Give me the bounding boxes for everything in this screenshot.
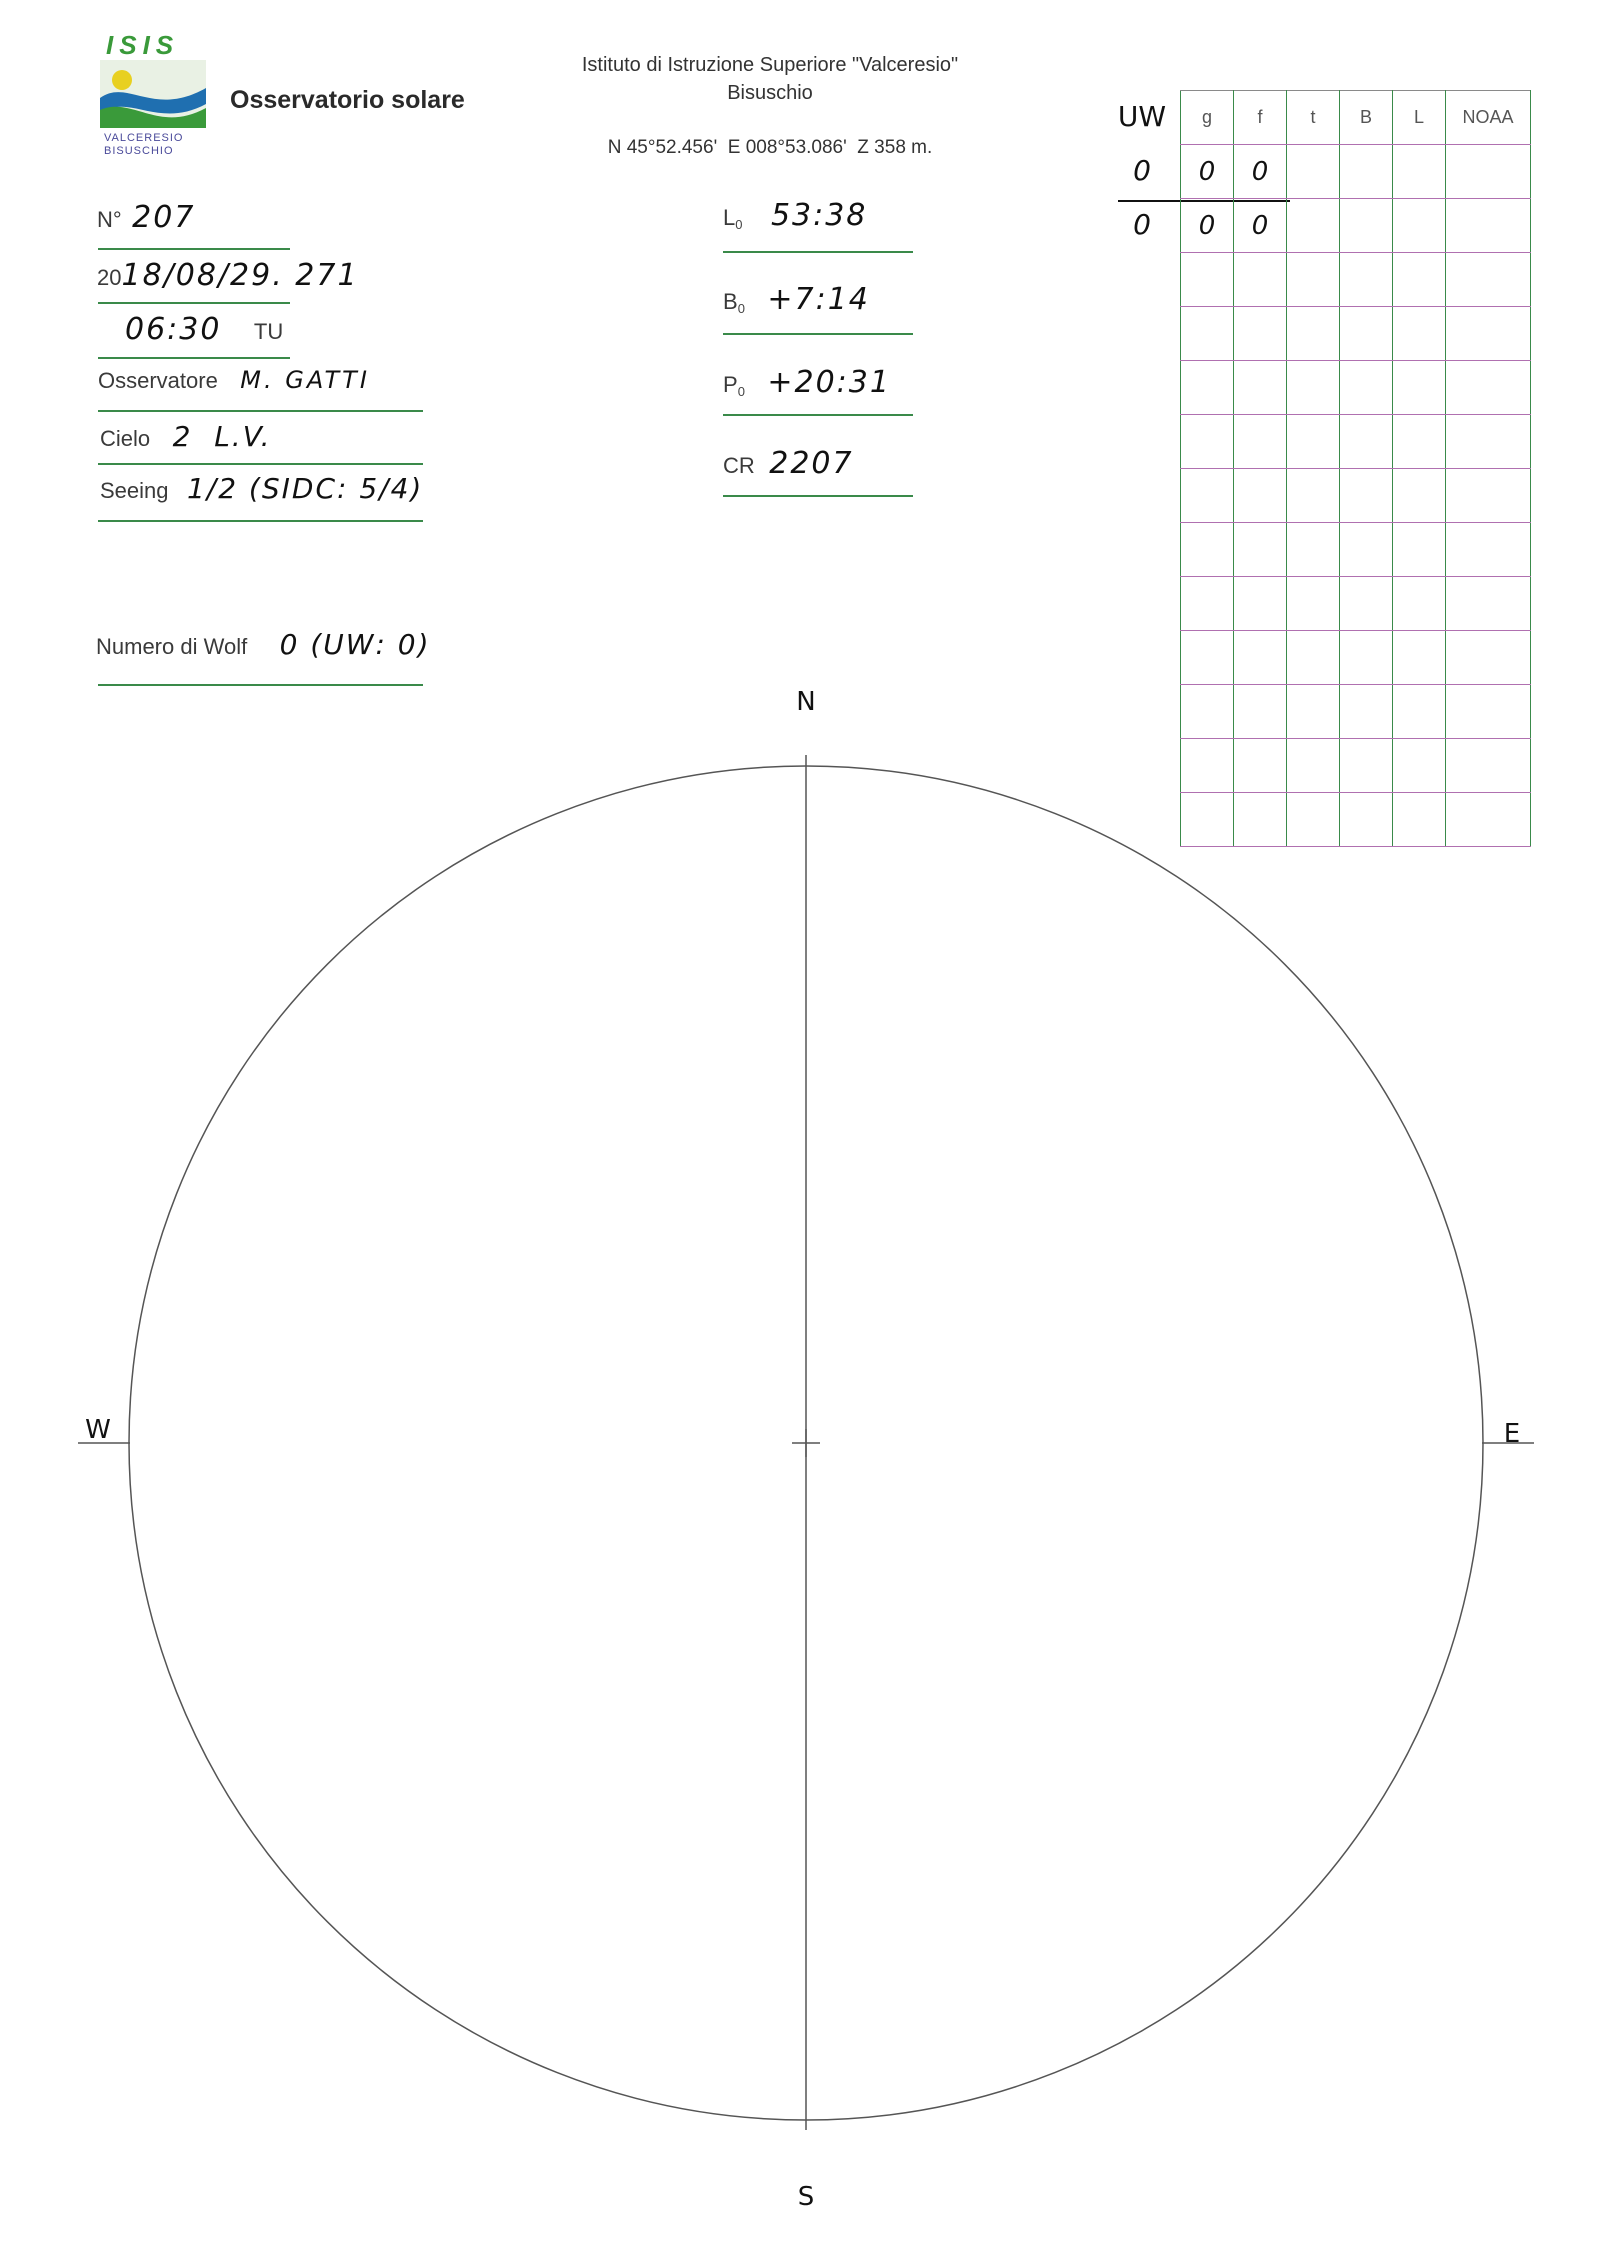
label-north: N: [796, 687, 816, 717]
p0-label: P: [723, 372, 738, 397]
time-unit: TU: [253, 319, 284, 344]
table-cell[interactable]: 0: [1234, 145, 1287, 199]
col-header-t: t: [1287, 91, 1340, 145]
observatory-coordinates: N 45°52.456' E 008°53.086' Z 358 m.: [607, 137, 933, 158]
observer-value: M. GATTI: [240, 366, 370, 394]
logo-caption-2: BISUSCHIO: [104, 145, 174, 157]
table-cell[interactable]: 0: [1181, 145, 1234, 199]
wolf-label: Numero di Wolf: [96, 634, 248, 659]
l0-sub: 0: [735, 217, 743, 233]
time-value: 06:30: [125, 312, 222, 347]
b0-value: +7:14: [767, 282, 870, 317]
label-south: S: [797, 2182, 815, 2212]
b0-sub: 0: [737, 301, 745, 317]
l0-label: L: [723, 205, 736, 230]
table-cell[interactable]: 0: [1234, 199, 1287, 253]
uw-header: UW: [1117, 100, 1167, 133]
number-value: 207: [132, 200, 196, 235]
col-header-f: f: [1234, 91, 1287, 145]
uw-value-1: 0: [1133, 154, 1151, 187]
sky-label: Cielo: [100, 426, 151, 451]
l0-value: 53:38: [770, 198, 868, 233]
col-header-g: g: [1181, 91, 1234, 145]
sky-value: 2 L.V.: [172, 420, 272, 453]
wolf-value: 0 (UW: 0): [279, 628, 431, 661]
p0-value: +20:31: [767, 365, 891, 400]
label-east: E: [1503, 1419, 1521, 1449]
table-cell[interactable]: 0: [1181, 199, 1234, 253]
col-header-noaa: NOAA: [1446, 91, 1531, 145]
institute-town: Bisuschio: [727, 82, 813, 104]
col-header-b: B: [1340, 91, 1393, 145]
logo-text: ISIS: [106, 30, 180, 60]
cr-label: CR: [723, 453, 755, 478]
date-prefix: 20: [97, 265, 122, 290]
observer-label: Osservatore: [98, 368, 218, 393]
seeing-value: 1/2 (SIDC: 5/4): [186, 472, 424, 505]
cr-value: 2207: [769, 446, 854, 481]
date-value: 18/08/29. 271: [121, 258, 359, 293]
institute-name: Istituto di Istruzione Superiore "Valceresio": [581, 54, 959, 76]
number-label: N°: [97, 207, 122, 232]
b0-label: B: [723, 289, 738, 314]
seeing-label: Seeing: [100, 478, 169, 503]
uw-value-2: 0: [1133, 208, 1151, 241]
col-header-l: L: [1393, 91, 1446, 145]
logo-caption-1: VALCERESIO: [104, 132, 184, 144]
page-title: Osservatorio solare: [230, 86, 465, 114]
label-west: W: [85, 1415, 111, 1445]
p0-sub: 0: [737, 384, 745, 400]
